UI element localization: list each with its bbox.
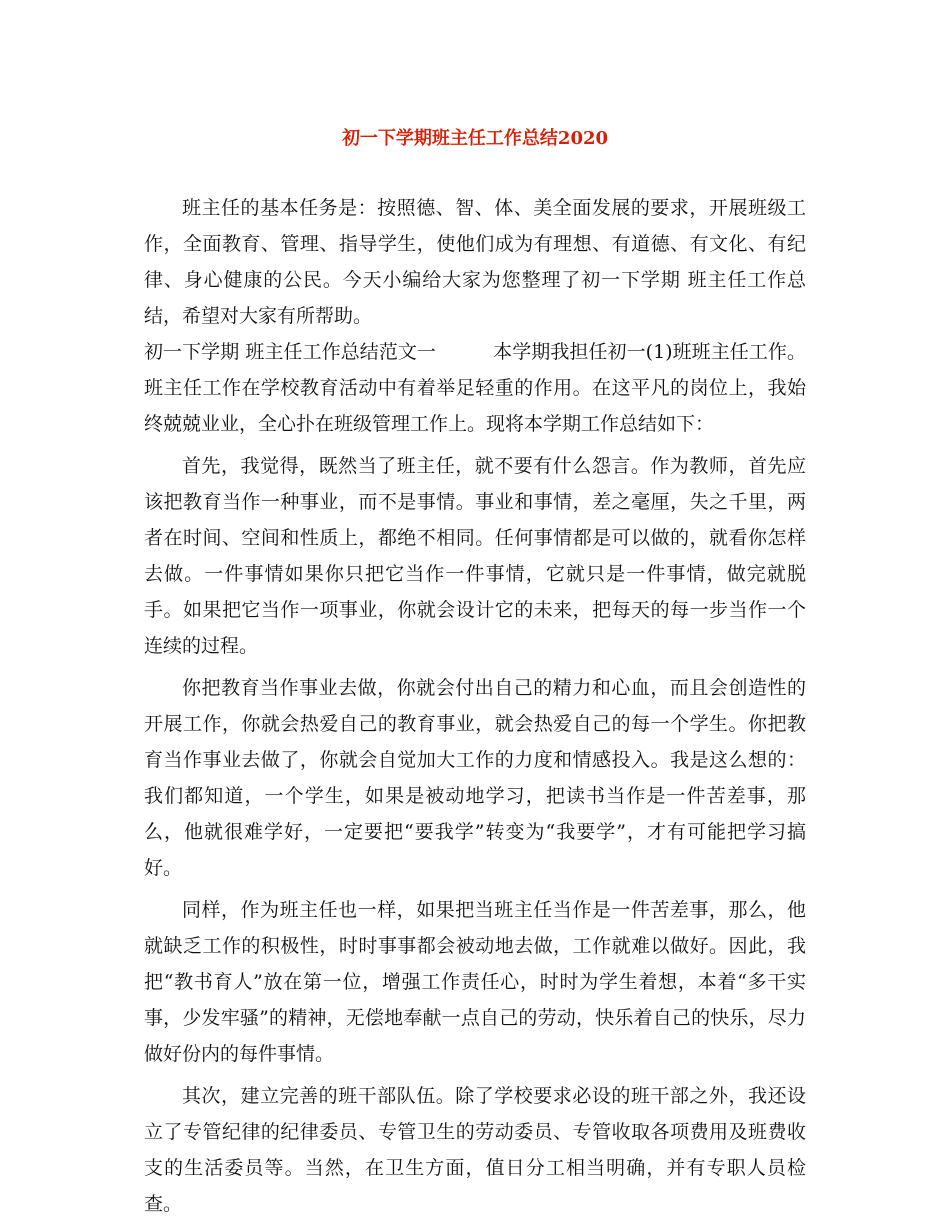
paragraph-first-point: 首先，我觉得，既然当了班主任，就不要有什么怨言。作为教师，首先应该把教育当作一种事业，而不是事情。事业和事情，差之毫厘，失之千里，两者在时间、空间和性质上，都绝不相同。任何事情都是可以做的，就看你怎样去做。一件事情如果你只把它当作一件事情，它就只是一件事情，做完就脱手。如果把它当作一项事业，你就会设计它的未来，把每天的每一步当作一个连续的过程。 <box>144 455 806 657</box>
paragraph-sample-heading: 初一下学期 班主任工作总结范文一 本学期我担任初一(1)班班主任工作。班主任工作在学校教育活动中有着举足轻重的作用。在这平凡的岗位上，我始终兢兢业业，全心扑在班级管理工作上。现将本学期工作总结如下： <box>144 341 806 435</box>
paragraph-education-career: 你把教育当作事业去做，你就会付出自己的精力和心血，而且会创造性的开展工作，你就会热爱自己的教育事业，就会热爱自己的每一个学生。你把教育当作事业去做了，你就会自觉加大工作的力度和情感投入。我是这么想的：我们都知道，一个学生，如果是被动地学习，把读书当作是一件苦差事，那么，他就很难学好，一定要把“要我学”转变为“我要学”，才有可能把学习搞好。 <box>144 677 806 879</box>
document-body <box>144 190 806 1222</box>
paragraph-intro: 班主任的基本任务是：按照德、智、体、美全面发展的要求，开展班级工作，全面教育、管理、指导学生，使他们成为有理想、有道德、有文化、有纪律、身心健康的公民。今天小编给大家为您整理了初一下学期 班主任工作总结，希望对大家有所帮助。 <box>144 197 806 327</box>
paragraph-class-cadres: 其次，建立完善的班干部队伍。除了学校要求必设的班干部之外，我还设立了专管纪律的纪律委员、专管卫生的劳动委员、专管收取各项费用及班费收支的生活委员等。当然，在卫生方面，值日分工相当明确，并有专职人员检查。 <box>144 1085 806 1215</box>
document-title: 初一下学期班主任工作总结2020 <box>341 128 609 149</box>
paragraph-head-teacher-attitude: 同样，作为班主任也一样，如果把当班主任当作是一件苦差事，那么，他就缺乏工作的积极性，时时事事都会被动地去做，工作就难以做好。因此，我把“教书育人”放在第一位，增强工作责任心，时时为学生着想，本着“多干实事，少发牢骚”的精神，无偿地奉献一点自己的劳动，快乐着自己的快乐，尽力做好份内的每件事情。 <box>144 899 806 1065</box>
